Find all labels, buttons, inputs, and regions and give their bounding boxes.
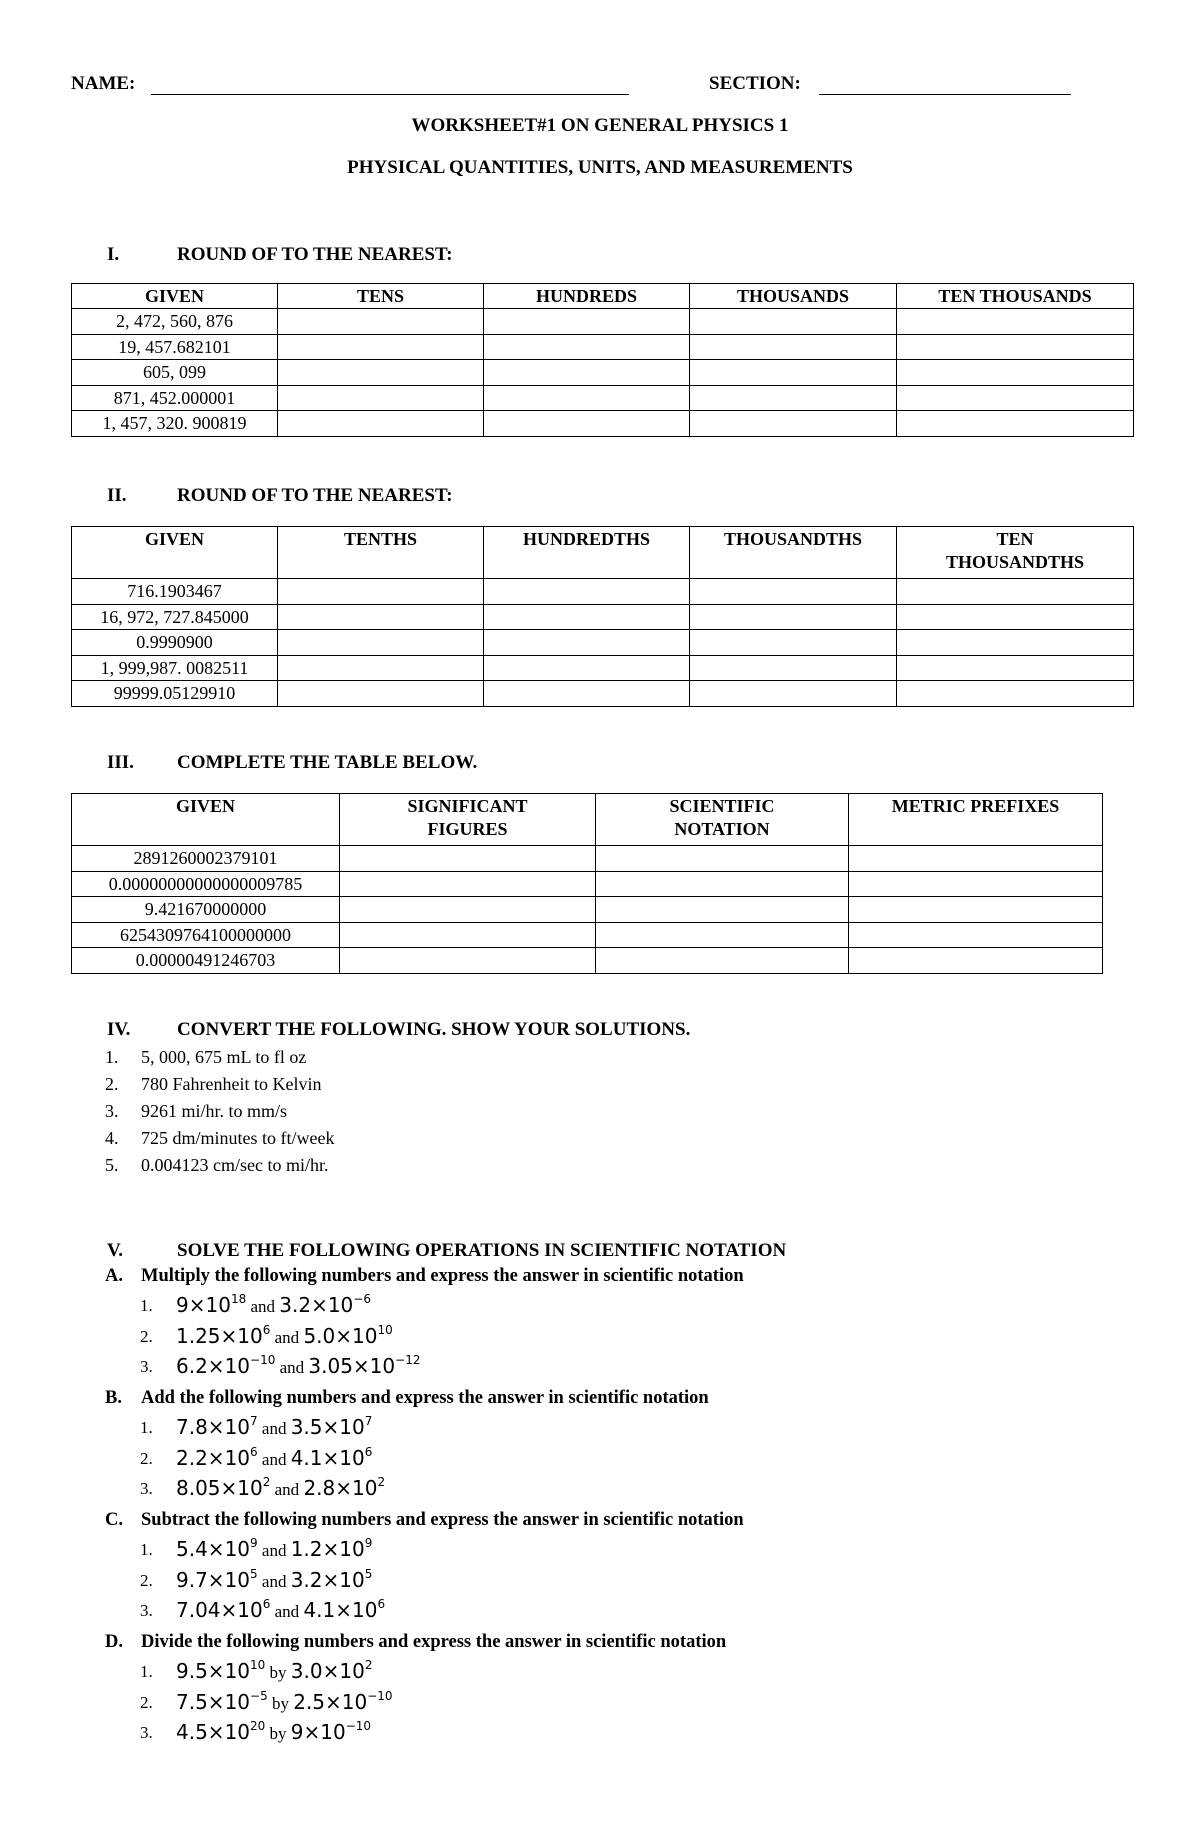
given-cell: 2891260002379101 (72, 846, 340, 872)
table-row (72, 846, 1103, 872)
operand-b: $2.5\times 10^{-10}$ (293, 1688, 393, 1714)
section-label: SECTION: (709, 73, 801, 94)
item-number: 5. (105, 1155, 119, 1175)
conjunction: by (271, 1693, 289, 1713)
answer-cell[interactable] (596, 897, 849, 923)
column-header: TENTHS (278, 527, 484, 579)
operand-b: $5.0\times 10^{10}$ (303, 1322, 393, 1348)
table-row (72, 948, 1103, 974)
given-cell: 605, 099 (72, 360, 278, 386)
conjunction: by (269, 1663, 287, 1682)
column-header: THOUSANDS (690, 284, 897, 309)
answer-cell[interactable] (484, 604, 690, 630)
answer-cell[interactable] (484, 334, 690, 360)
answer-cell[interactable] (596, 846, 849, 872)
header-row (71, 73, 1071, 99)
part4-number: IV. (107, 1019, 131, 1040)
answer-cell[interactable] (849, 871, 1103, 897)
conjunction: and (274, 1327, 300, 1347)
answer-cell[interactable] (484, 385, 690, 411)
answer-cell[interactable] (897, 385, 1134, 411)
column-header: TEN THOUSANDTHS (897, 527, 1134, 579)
group-title: Divide the following numbers and express the answer in scientific notation (141, 1632, 727, 1652)
table-row (72, 655, 1134, 681)
given-cell: 16, 972, 727.845000 (72, 604, 278, 630)
answer-cell[interactable] (596, 948, 849, 974)
conjunction: and (261, 1449, 287, 1469)
part4-title: CONVERT THE FOLLOWING. SHOW YOUR SOLUTIONS. (177, 1019, 691, 1040)
operand-b: $1.2\times 10^9$ (290, 1536, 373, 1561)
part5-heading (107, 1240, 1007, 1266)
given-cell: 0.9990900 (72, 630, 278, 656)
part1-number: I. (107, 244, 120, 265)
conjunction: by (269, 1724, 287, 1743)
part5-number: V. (107, 1240, 124, 1261)
answer-cell[interactable] (340, 897, 596, 923)
list-item (105, 1044, 805, 1071)
table-row (72, 681, 1134, 707)
answer-cell[interactable] (690, 655, 897, 681)
operand-a: $7.04\times 10^6$ (176, 1597, 271, 1622)
part3-number: III. (107, 752, 134, 773)
list-item (105, 1152, 805, 1179)
conjunction: and (274, 1480, 300, 1499)
table-row (72, 334, 1134, 360)
answer-cell[interactable] (278, 630, 484, 656)
worksheet-title: WORKSHEET#1 ON GENERAL PHYSICS 1 (411, 115, 789, 136)
table-header-row (72, 794, 1103, 846)
answer-cell[interactable] (278, 411, 484, 437)
table-row (72, 630, 1134, 656)
column-header: THOUSANDTHS (690, 527, 897, 579)
item-text: 5, 000, 675 mL to fl oz (141, 1047, 307, 1067)
part3-title: COMPLETE THE TABLE BELOW. (177, 752, 478, 773)
given-cell: 0.00000000000000009785 (72, 871, 340, 897)
table-row (72, 579, 1134, 605)
group-title: Add the following numbers and express the answer in scientific notation (141, 1388, 709, 1408)
item-number: 2. (140, 1326, 153, 1346)
item-number: 2. (140, 1692, 153, 1712)
section-field[interactable] (819, 94, 1071, 95)
answer-cell[interactable] (484, 681, 690, 707)
column-header: GIVEN (72, 794, 340, 846)
item-number: 1. (140, 1418, 153, 1437)
given-cell: 19, 457.682101 (72, 334, 278, 360)
table-header-row (72, 284, 1134, 309)
item-number: 2. (105, 1074, 119, 1094)
given-cell: 716.1903467 (72, 579, 278, 605)
list-item (105, 1098, 805, 1125)
conjunction: and (250, 1297, 276, 1316)
given-cell: 1, 999,987. 0082511 (72, 655, 278, 681)
answer-cell[interactable] (690, 360, 897, 386)
item-number: 3. (105, 1101, 119, 1121)
column-header: GIVEN (72, 284, 278, 309)
answer-cell[interactable] (278, 681, 484, 707)
operand-b: $3.0\times 10^2$ (290, 1658, 373, 1683)
part2-number: II. (107, 485, 127, 506)
part1-title: ROUND OF TO THE NEAREST: (177, 244, 453, 265)
part2-table (71, 526, 1134, 707)
table-row (72, 871, 1103, 897)
operand-b: $9\times 10^{-10}$ (290, 1719, 372, 1744)
answer-cell[interactable] (340, 948, 596, 974)
item-text: 0.004123 cm/sec to mi/hr. (141, 1155, 329, 1175)
column-header: SCIENTIFIC NOTATION (596, 794, 849, 846)
name-field[interactable] (151, 94, 629, 95)
operand-a: $1.25\times 10^6$ (176, 1322, 271, 1348)
given-cell: 0.00000491246703 (72, 948, 340, 974)
answer-cell[interactable] (278, 385, 484, 411)
operand-a: $4.5\times 10^{20}$ (176, 1719, 266, 1744)
item-number: 1. (140, 1540, 153, 1559)
operand-b: $2.8\times 10^2$ (303, 1475, 386, 1500)
item-text: 780 Fahrenheit to Kelvin (141, 1074, 322, 1094)
given-cell: 871, 452.000001 (72, 385, 278, 411)
table-row (72, 411, 1134, 437)
operand-a: $9\times 10^{18}$ (176, 1292, 247, 1317)
part2-heading (107, 485, 907, 511)
answer-cell[interactable] (897, 334, 1134, 360)
item-text: 725 dm/minutes to ft/week (141, 1128, 335, 1148)
answer-cell[interactable] (484, 630, 690, 656)
item-number: 1. (140, 1662, 153, 1681)
answer-cell[interactable] (690, 681, 897, 707)
part1-heading (107, 244, 907, 270)
given-cell: 99999.05129910 (72, 681, 278, 707)
answer-cell[interactable] (278, 604, 484, 630)
answer-cell[interactable] (897, 604, 1134, 630)
given-cell: 9.421670000000 (72, 897, 340, 923)
group-title: Multiply the following numbers and express the answer in scientific notation (141, 1266, 744, 1286)
answer-cell[interactable] (340, 922, 596, 948)
operand-b: $3.5\times 10^7$ (290, 1414, 373, 1439)
group-letter: B. (105, 1388, 122, 1408)
column-header: SIGNIFICANT FIGURES (340, 794, 596, 846)
answer-cell[interactable] (690, 334, 897, 360)
conjunction: and (261, 1419, 287, 1438)
operand-a: $9.7\times 10^5$ (176, 1566, 258, 1592)
operand-b: $3.05\times 10^{-12}$ (308, 1353, 421, 1378)
answer-cell[interactable] (690, 630, 897, 656)
answer-cell[interactable] (340, 871, 596, 897)
part4-list (105, 1044, 805, 1179)
answer-cell[interactable] (849, 897, 1103, 923)
table-row (72, 309, 1134, 335)
item-number: 2. (140, 1570, 153, 1590)
group-title: Subtract the following numbers and express the answer in scientific notation (141, 1510, 744, 1530)
answer-cell[interactable] (849, 846, 1103, 872)
item-number: 2. (140, 1448, 153, 1468)
part5-title: SOLVE THE FOLLOWING OPERATIONS IN SCIENTIFIC NOTATION (177, 1240, 787, 1261)
list-item (105, 1071, 805, 1098)
part2-title: ROUND OF TO THE NEAREST: (177, 485, 453, 506)
answer-cell[interactable] (596, 922, 849, 948)
worksheet-subtitle: PHYSICAL QUANTITIES, UNITS, AND MEASUREMENTS (347, 157, 853, 178)
answer-cell[interactable] (897, 411, 1134, 437)
given-cell: 1, 457, 320. 900819 (72, 411, 278, 437)
answer-cell[interactable] (690, 385, 897, 411)
answer-cell[interactable] (278, 360, 484, 386)
operand-a: $2.2\times 10^6$ (176, 1444, 258, 1470)
group-letter: D. (105, 1632, 123, 1652)
column-header: GIVEN (72, 527, 278, 579)
table-row (72, 604, 1134, 630)
answer-cell[interactable] (596, 871, 849, 897)
item-number: 4. (105, 1128, 119, 1148)
list-item (105, 1125, 805, 1152)
item-number: 3. (140, 1479, 153, 1498)
conjunction: and (274, 1602, 300, 1621)
answer-cell[interactable] (897, 630, 1134, 656)
operand-b: $4.1\times 10^6$ (303, 1597, 386, 1622)
answer-cell[interactable] (690, 604, 897, 630)
answer-cell[interactable] (484, 360, 690, 386)
part3-heading (107, 752, 907, 778)
group-letter: C. (105, 1510, 123, 1530)
answer-cell[interactable] (690, 579, 897, 605)
part3-table (71, 793, 1103, 974)
column-header: HUNDREDTHS (484, 527, 690, 579)
table-row (72, 922, 1103, 948)
group-letter: A. (105, 1266, 123, 1286)
operand-a: $6.2\times 10^{-10}$ (176, 1353, 276, 1378)
operand-a: $7.5\times 10^{-5}$ (176, 1688, 268, 1714)
answer-cell[interactable] (897, 309, 1134, 335)
conjunction: and (279, 1358, 305, 1377)
answer-cell[interactable] (484, 655, 690, 681)
part4-heading (107, 1019, 907, 1045)
part1-table (71, 283, 1134, 437)
answer-cell[interactable] (278, 309, 484, 335)
answer-cell[interactable] (897, 681, 1134, 707)
item-number: 3. (140, 1601, 153, 1620)
answer-cell[interactable] (278, 579, 484, 605)
column-header: TENS (278, 284, 484, 309)
answer-cell[interactable] (690, 309, 897, 335)
table-row (72, 897, 1103, 923)
answer-cell[interactable] (484, 579, 690, 605)
answer-cell[interactable] (849, 922, 1103, 948)
column-header: METRIC PREFIXES (849, 794, 1103, 846)
answer-cell[interactable] (340, 846, 596, 872)
answer-cell[interactable] (849, 948, 1103, 974)
item-number: 1. (140, 1296, 153, 1315)
table-row (72, 385, 1134, 411)
answer-cell[interactable] (278, 334, 484, 360)
table-header-row (72, 527, 1134, 579)
operand-b: $4.1\times 10^6$ (290, 1444, 373, 1470)
table-row (72, 360, 1134, 386)
answer-cell[interactable] (897, 579, 1134, 605)
column-header: HUNDREDS (484, 284, 690, 309)
operand-a: $5.4\times 10^9$ (176, 1536, 258, 1561)
item-number: 3. (140, 1723, 153, 1742)
given-cell: 6254309764100000000 (72, 922, 340, 948)
operand-a: $8.05\times 10^2$ (176, 1475, 271, 1500)
answer-cell[interactable] (484, 411, 690, 437)
name-label: NAME: (71, 73, 136, 94)
item-number: 1. (105, 1047, 119, 1067)
operand-b: $3.2\times 10^5$ (290, 1566, 373, 1592)
answer-cell[interactable] (897, 360, 1134, 386)
operand-a: $9.5\times 10^{10}$ (176, 1658, 266, 1683)
conjunction: and (261, 1541, 287, 1560)
answer-cell[interactable] (484, 309, 690, 335)
answer-cell[interactable] (690, 411, 897, 437)
operand-a: $7.8\times 10^7$ (176, 1414, 258, 1439)
conjunction: and (261, 1571, 287, 1591)
answer-cell[interactable] (278, 655, 484, 681)
operand-b: $3.2\times 10^{-6}$ (279, 1292, 371, 1317)
item-text: 9261 mi/hr. to mm/s (141, 1101, 288, 1121)
item-number: 3. (140, 1357, 153, 1376)
given-cell: 2, 472, 560, 876 (72, 309, 278, 335)
answer-cell[interactable] (897, 655, 1134, 681)
column-header: TEN THOUSANDS (897, 284, 1134, 309)
